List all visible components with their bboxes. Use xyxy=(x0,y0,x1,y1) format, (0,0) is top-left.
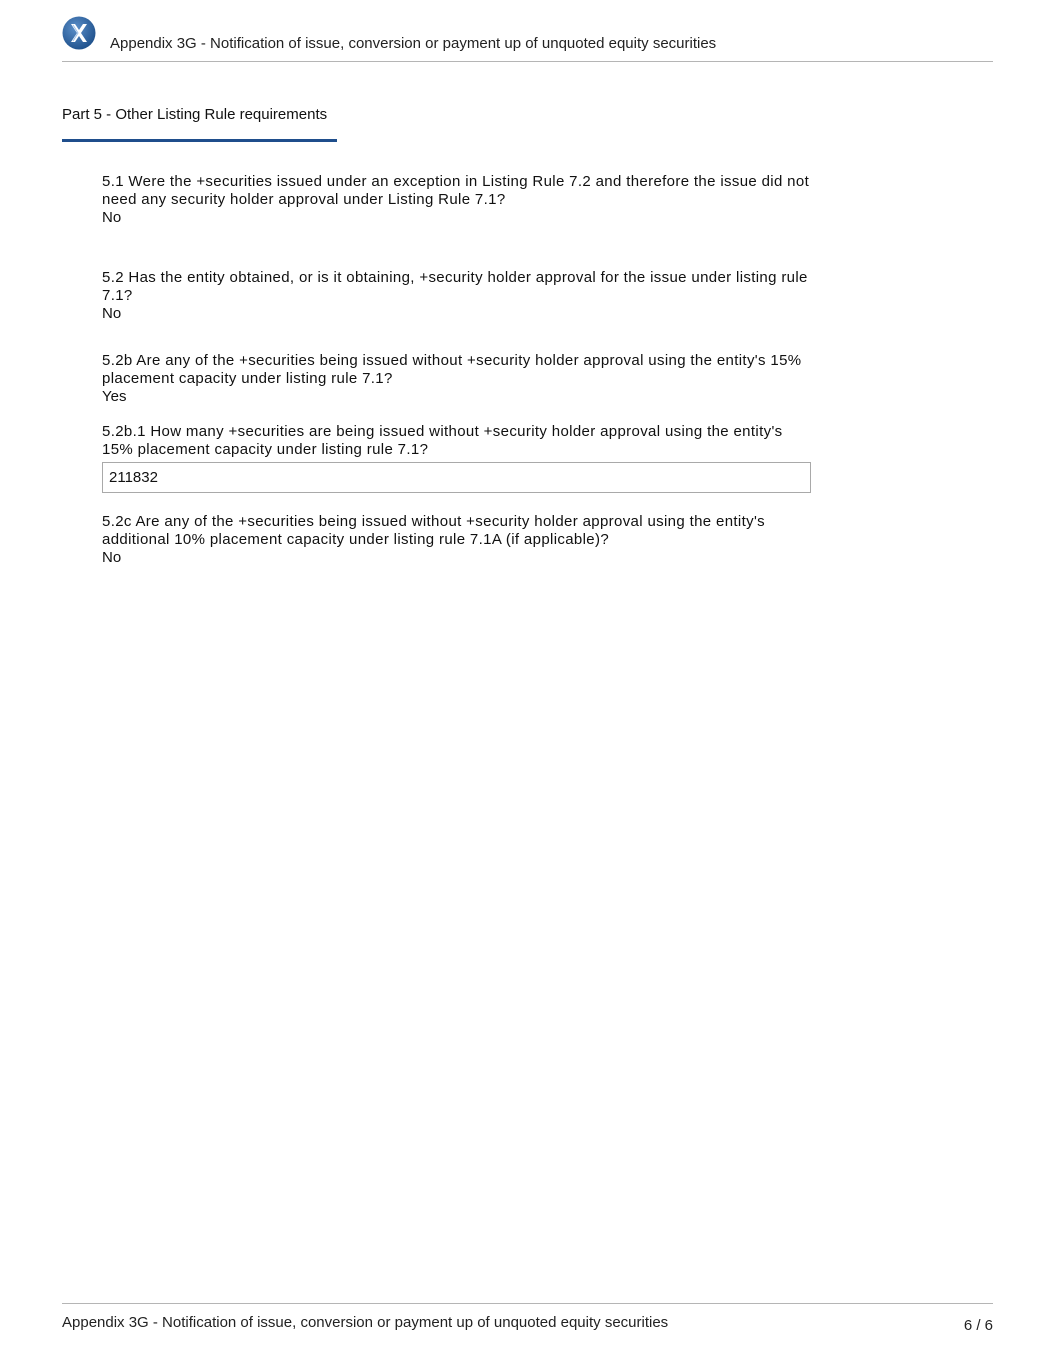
section-underline xyxy=(62,139,337,142)
answer-text: No xyxy=(102,549,122,566)
question-5-2b-1 xyxy=(102,423,812,459)
question-text: 5.2b.1 How many +securities are being issued without +security holder approval using the entity's 15% placement capacity under listing rule 7.1? xyxy=(102,423,783,458)
page-footer xyxy=(62,1303,993,1334)
answer-text: No xyxy=(102,305,122,322)
question-text: 5.1 Were the +securities issued under an exception in Listing Rule 7.2 and therefore the issue did not need any security holder approval under Listing Rule 7.1? xyxy=(102,173,810,208)
question-5-2 xyxy=(102,269,812,323)
answer-text: Yes xyxy=(102,388,127,405)
question-text: 5.2 Has the entity obtained, or is it obtaining, +security holder approval for the issue under listing rule 7.1? xyxy=(102,269,808,304)
footer-title: Appendix 3G - Notification of issue, conversion or payment up of unquoted equity securities xyxy=(62,1314,669,1331)
answer-text: No xyxy=(102,209,122,226)
question-5-2b xyxy=(102,352,812,406)
question-5-2c xyxy=(102,513,812,567)
answer-value: 211832 xyxy=(109,469,158,486)
header-title: Appendix 3G - Notification of issue, conversion or payment up of unquoted equity securities xyxy=(110,35,717,52)
page-number: 6 / 6 xyxy=(963,1317,993,1334)
page-header xyxy=(62,16,993,62)
answer-field xyxy=(102,462,811,493)
section-heading: Part 5 - Other Listing Rule requirements xyxy=(62,106,328,123)
question-text: 5.2c Are any of the +securities being issued without +security holder approval using the entity's additional 10% placement capacity under listing rule 7.1A (if applicable)? xyxy=(102,513,766,548)
question-5-1 xyxy=(102,173,812,227)
asx-logo-icon xyxy=(62,16,96,50)
question-text: 5.2b Are any of the +securities being issued without +security holder approval using the entity's 15% placement capacity under listing rule 7.1? xyxy=(102,352,802,387)
